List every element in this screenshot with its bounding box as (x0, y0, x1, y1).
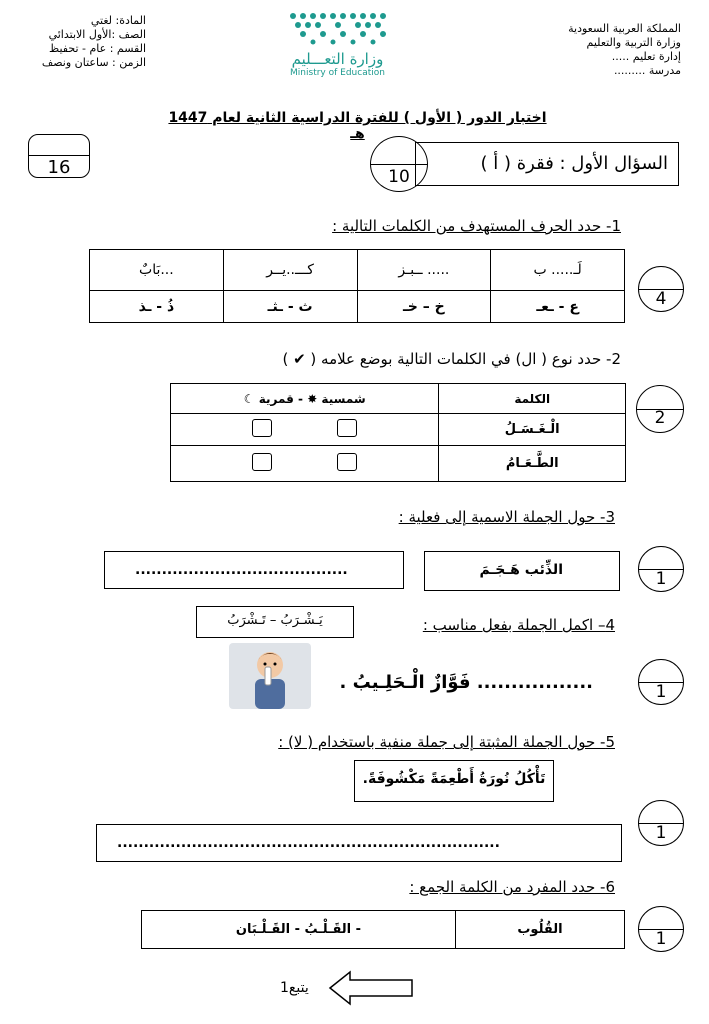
q1-score: 4 (655, 289, 667, 309)
q3-prompt: 3- حول الجملة الاسمية إلى فعلية : (398, 508, 615, 526)
ministry-logo (265, 10, 410, 90)
q1-word: ..... ــبـز (357, 250, 491, 291)
q5-score-circle (638, 800, 684, 846)
q2-table (170, 383, 626, 482)
q3-sentence-box (424, 551, 620, 591)
q2-checks (171, 446, 439, 482)
header-line: إدارة تعليم ..... (611, 50, 681, 63)
q6-score-circle (638, 906, 684, 952)
logo-english-text: Ministry of Education (290, 68, 385, 78)
q2-word: الْـغَـسَـلُ (439, 414, 626, 446)
header-line: مدرسة ......... (613, 64, 681, 77)
q1-option: ذُ - ـذ (90, 291, 224, 323)
q2-score: 2 (654, 408, 666, 428)
header-right (531, 22, 681, 78)
q3-answer-line: ........................................ (135, 562, 348, 578)
q1-table (89, 249, 625, 323)
q1-score-circle (638, 266, 684, 312)
exam-title: اختبار الدور ( الأول ) للفترة الدراسية الثانية لعام 1447 هـ (168, 110, 547, 142)
q3-answer-box (104, 551, 404, 589)
q6-choices: - القَـلْـبُ - القَـلْـبَان (142, 911, 456, 949)
section-score: 10 (388, 167, 410, 187)
q5-prompt: 5- حول الجملة المثبتة إلى جملة منفية باستخدام ( لا) : (278, 733, 615, 751)
q5-answer-line: ........................................................................ (117, 835, 500, 851)
q2-score-circle (636, 385, 684, 433)
header-line: المملكة العربية السعودية (568, 22, 681, 35)
q2-col-word: الكلمة (439, 384, 626, 414)
qamari-checkbox[interactable] (252, 453, 272, 471)
total-score: 16 (47, 157, 71, 178)
q4-score: 1 (655, 682, 667, 702)
shamsi-checkbox[interactable] (337, 419, 357, 437)
q4-sentence: ................. فَوَّازٌ الْـحَلِـيبُ . (339, 672, 593, 693)
q5-answer-box (96, 824, 622, 862)
q2-word: الطَّـعَـامُ (439, 446, 626, 482)
q3-sentence: الذِّئب هَـجَـمَ (479, 562, 563, 578)
continue-label: يتبع1 (280, 980, 309, 996)
continue-arrow (328, 970, 414, 1010)
q1-option: ع - ـعـ (491, 291, 625, 323)
q6-score: 1 (655, 929, 667, 949)
q5-sentence-box (354, 760, 554, 802)
logo-arabic-text: وزارة التعـــليم (291, 50, 384, 68)
q6-word: القُلُوب (455, 911, 624, 949)
header-line: القسم : عام - تحفيظ (49, 42, 146, 55)
section-header (415, 142, 679, 186)
q1-option: خ – خـ (357, 291, 491, 323)
logo-dots-icon (283, 10, 393, 46)
q2-prompt: 2- حدد نوع ( ال) في الكلمات التالية بوضع علامه ( ✔ ) (282, 350, 621, 368)
q1-word: لَـ..... ب (491, 250, 625, 291)
arrow-left-icon (328, 970, 414, 1006)
q6-table (141, 910, 625, 949)
q1-word: كـــ..يــر (223, 250, 357, 291)
q4-prompt: 4– اكمل الجملة بفعل مناسب : (422, 616, 615, 634)
q4-choices: يَـشْـرَبُ – تَـشْرَبُ (227, 613, 323, 628)
header-line: الصف :الأول الابتدائي (48, 28, 146, 41)
section-label: السؤال الأول : فقرة ( أ ) (480, 153, 668, 174)
q3-score: 1 (655, 569, 667, 589)
q2-col-type: شمسية ✸ - قمرية ☾ (171, 384, 439, 414)
shamsi-checkbox[interactable] (337, 453, 357, 471)
q2-checks (171, 414, 439, 446)
header-line: وزارة التربية والتعليم (586, 36, 681, 49)
q1-word: ...بَابٌ (90, 250, 224, 291)
header-left (28, 14, 146, 70)
q5-sentence: تَأْكُلُ نُورَةُ أَطْعِمَةً مَكْشُوفَةً. (362, 771, 546, 787)
q4-choices-box (196, 606, 354, 638)
boy-drinking-image (229, 643, 311, 709)
q3-score-circle (638, 546, 684, 592)
q4-score-circle (638, 659, 684, 705)
header-line: المادة: لغتي (90, 14, 146, 27)
qamari-checkbox[interactable] (252, 419, 272, 437)
header-line: الزمن : ساعتان ونصف (41, 56, 146, 69)
q1-prompt: 1- حدد الحرف المستهدف من الكلمات التالية : (332, 217, 621, 235)
section-score-circle (370, 136, 428, 192)
q6-prompt: 6- حدد المفرد من الكلمة الجمع : (409, 878, 615, 896)
q5-score: 1 (655, 823, 667, 843)
total-score-box (28, 134, 90, 178)
q1-option: ث - ـثـ (223, 291, 357, 323)
